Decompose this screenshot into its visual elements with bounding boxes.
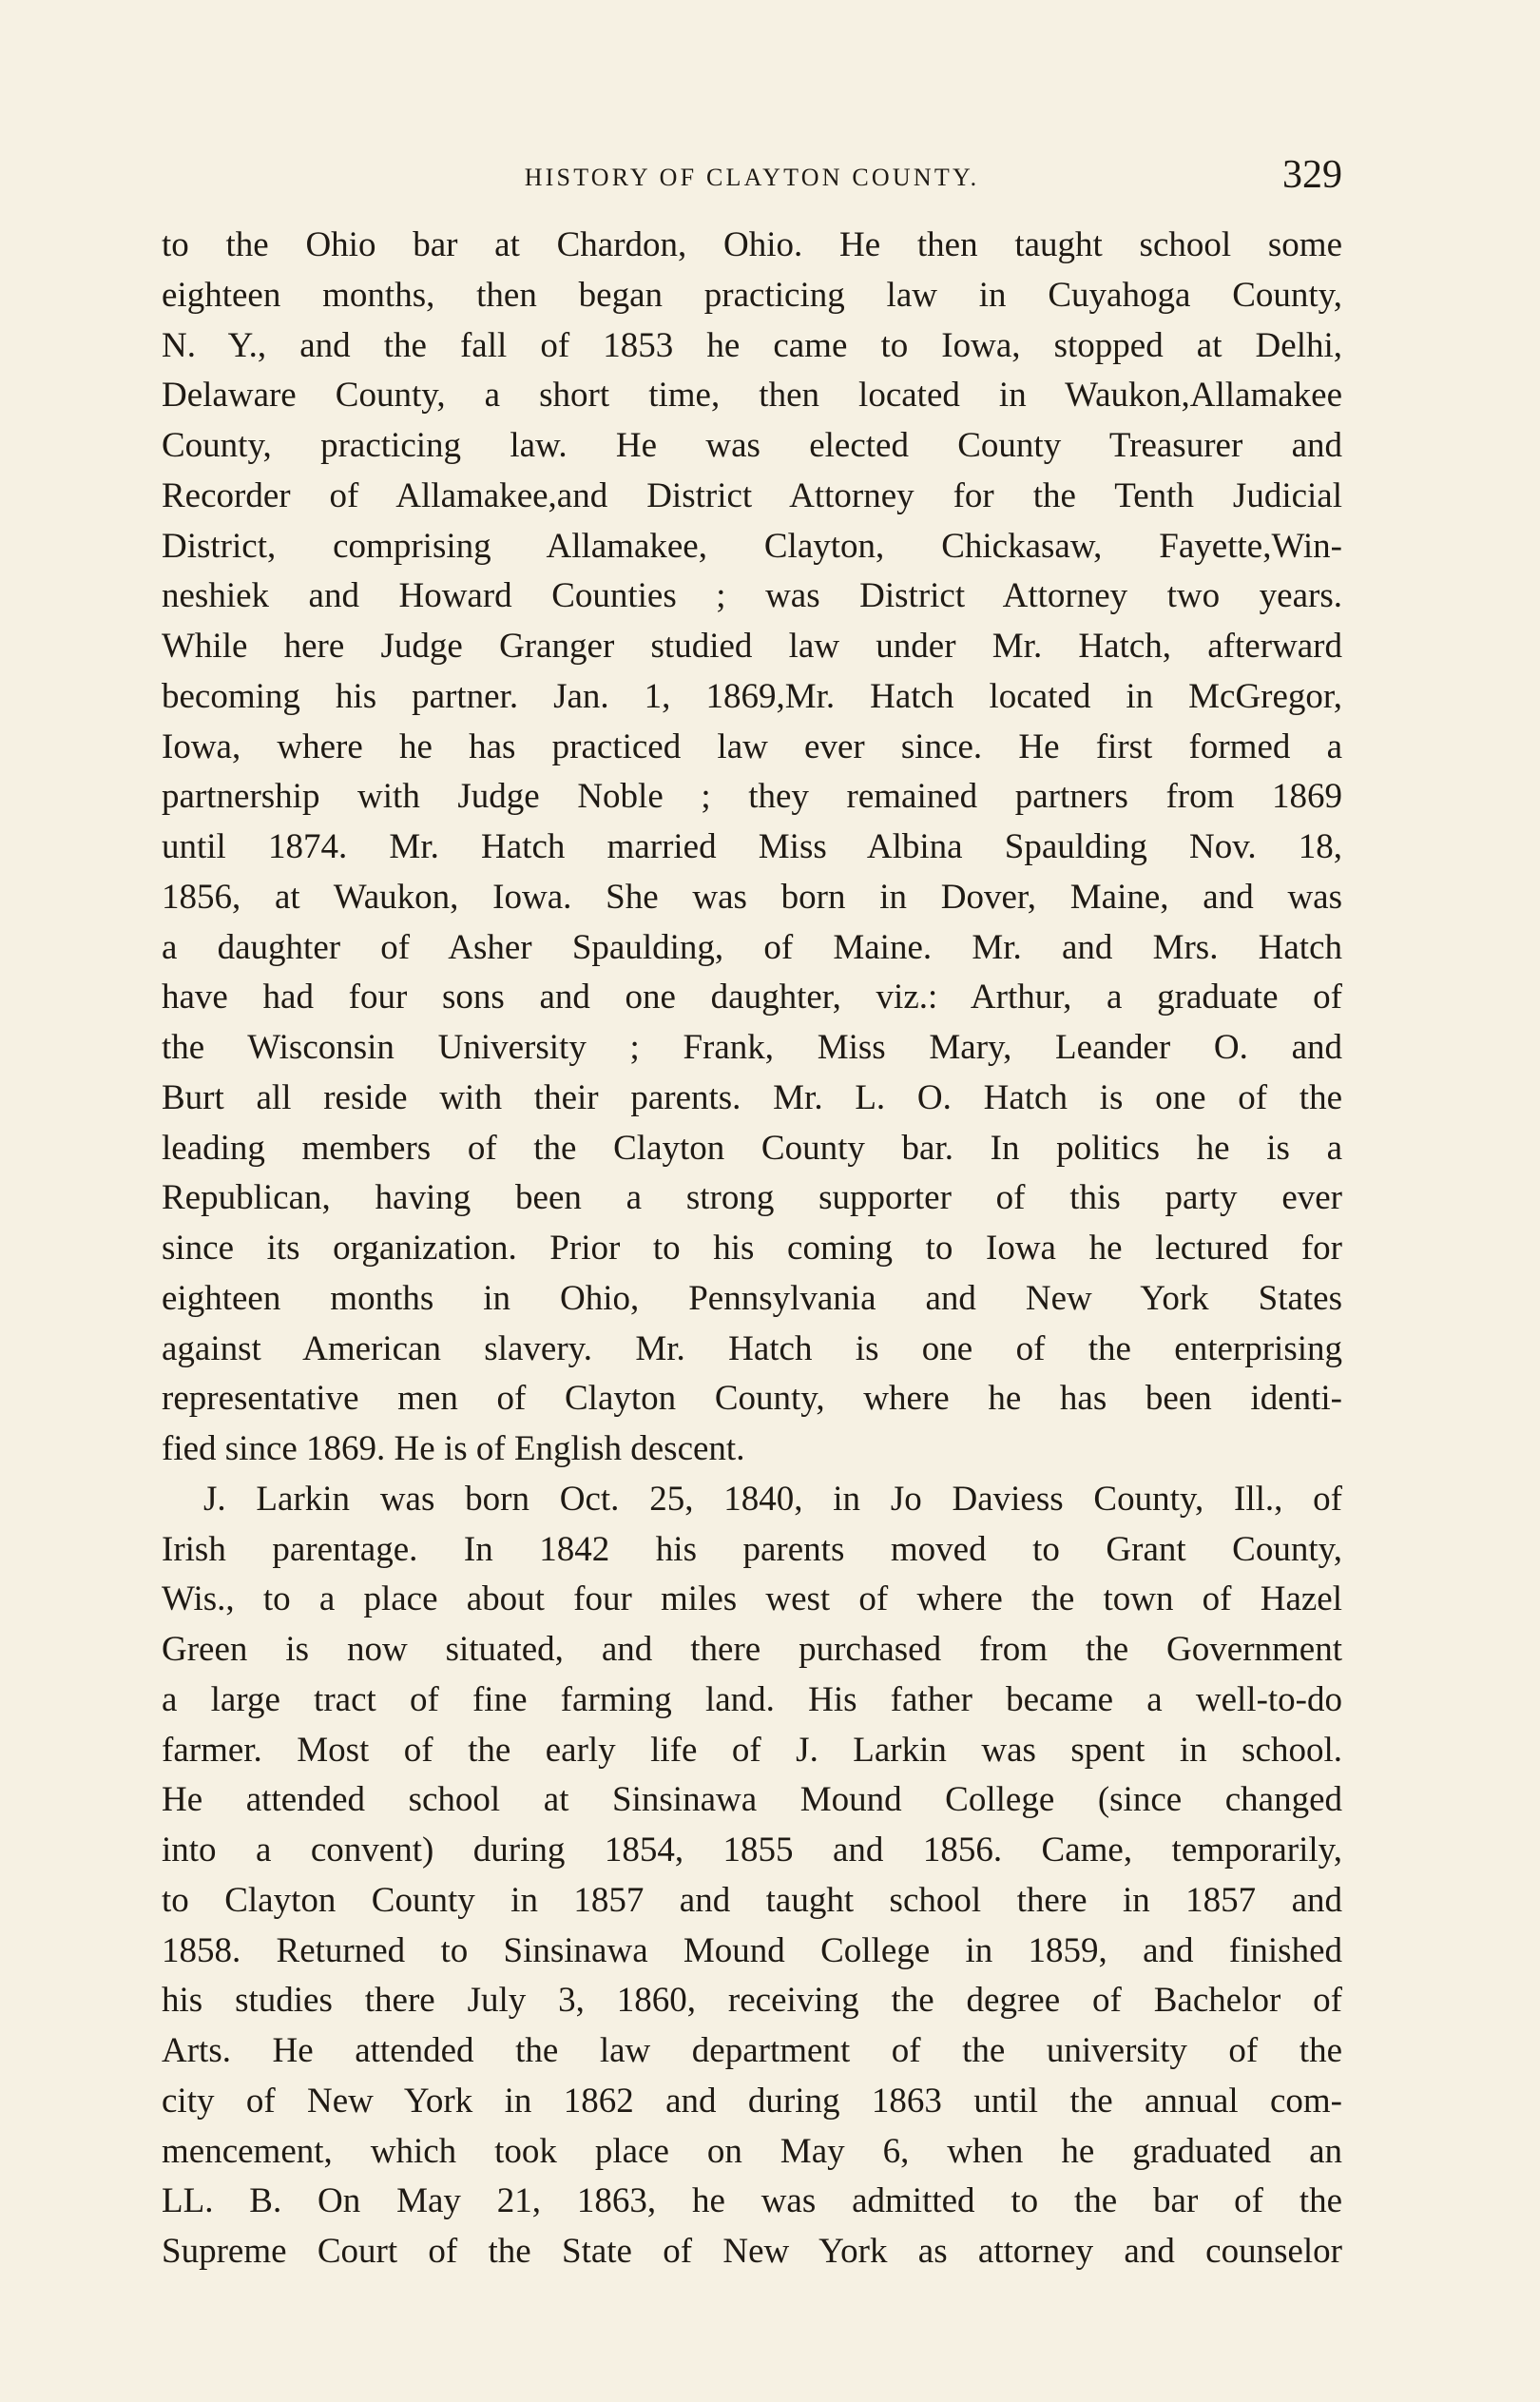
text-line: until 1874. Mr. Hatch married Miss Albina Spaulding Nov. 18, [162, 827, 1342, 866]
text-line: 1856, at Waukon, Iowa. She was born in Dover, Maine, and was [162, 877, 1342, 917]
text-line: a large tract of fine farming land. His father became a well-to-do [162, 1679, 1342, 1719]
text-line: While here Judge Granger studied law under Mr. Hatch, afterward [162, 627, 1342, 666]
text-line: neshiek and Howard Counties ; was District Attorney two years. [162, 576, 1342, 616]
page-number: 329 [1282, 153, 1342, 197]
text-line: partnership with Judge Noble ; they remained partners from 1869 [162, 777, 1342, 817]
text-line: mencement, which took place on May 6, when he graduated an [162, 2131, 1342, 2171]
text-line: leading members of the Clayton County bar. In politics he is a [162, 1128, 1342, 1168]
text-line: have had four sons and one daughter, viz.: Arthur, a graduate of [162, 978, 1342, 1017]
text-line: He attended school at Sinsinawa Mound College (since changed [162, 1780, 1342, 1820]
text-line: N. Y., and the fall of 1853 he came to Iowa, stopped at Delhi, [162, 325, 1342, 365]
text-line: Arts. He attended the law department of the university of the [162, 2031, 1342, 2070]
text-line: Supreme Court of the State of New York as attorney and counselor [162, 2232, 1342, 2271]
text-line: eighteen months in Ohio, Pennsylvania and New York States [162, 1278, 1342, 1318]
paragraph-end-line: fied since 1869. He is of English descent. [162, 1429, 745, 1468]
text-line: the Wisconsin University ; Frank, Miss Mary, Leander O. and [162, 1028, 1342, 1067]
text-line: city of New York in 1862 and during 1863 until the annual com- [162, 2081, 1342, 2121]
text-line: Irish parentage. In 1842 his parents moved to Grant County, [162, 1529, 1342, 1569]
text-line: Delaware County, a short time, then located in Waukon,Allamakee [162, 376, 1342, 416]
text-line: County, practicing law. He was elected County Treasurer and [162, 426, 1342, 465]
text-line: District, comprising Allamakee, Clayton, Chickasaw, Fayette,Win- [162, 526, 1342, 566]
text-line: LL. B. On May 21, 1863, he was admitted to the bar of the [162, 2181, 1342, 2221]
text-line: becoming his partner. Jan. 1, 1869,Mr. Hatch located in McGregor, [162, 676, 1342, 716]
text-line: Republican, having been a strong supporter of this party ever [162, 1178, 1342, 1218]
text-line: to Clayton County in 1857 and taught school there in 1857 and [162, 1880, 1342, 1920]
text-line: Green is now situated, and there purchased from the Government [162, 1630, 1342, 1669]
running-title: HISTORY OF CLAYTON COUNTY. [524, 164, 980, 191]
running-head [162, 152, 1342, 200]
text-line: Burt all reside with their parents. Mr. L. O. Hatch is one of the [162, 1077, 1342, 1117]
text-line: into a convent) during 1854, 1855 and 1856. Came, temporarily, [162, 1831, 1342, 1869]
text-line: to the Ohio bar at Chardon, Ohio. He then taught school some [162, 225, 1342, 264]
body-text [162, 221, 1342, 2277]
text-line: farmer. Most of the early life of J. Larkin was spent in school. [162, 1730, 1342, 1770]
text-line: Iowa, where he has practiced law ever since. He first formed a [162, 726, 1342, 766]
text-line: against American slavery. Mr. Hatch is one of the enterprising [162, 1328, 1342, 1368]
text-line: since its organization. Prior to his coming to Iowa he lectured for [162, 1229, 1342, 1268]
text-line: Wis., to a place about four miles west of where the town of Hazel [162, 1579, 1342, 1619]
text-line: his studies there July 3, 1860, receiving the degree of Bachelor of [162, 1981, 1342, 2021]
text-line: a daughter of Asher Spaulding, of Maine. Mr. and Mrs. Hatch [162, 927, 1342, 967]
text-line: eighteen months, then began practicing law in Cuyahoga County, [162, 275, 1342, 315]
text-line: Recorder of Allamakee,and District Attorney for the Tenth Judicial [162, 475, 1342, 515]
text-line: representative men of Clayton County, where he has been identi- [162, 1379, 1342, 1419]
text-line: 1858. Returned to Sinsinawa Mound College in 1859, and finished [162, 1930, 1342, 1970]
paragraph-start-line: J. Larkin was born Oct. 25, 1840, in Jo Daviess County, Ill., of [203, 1479, 1342, 1519]
